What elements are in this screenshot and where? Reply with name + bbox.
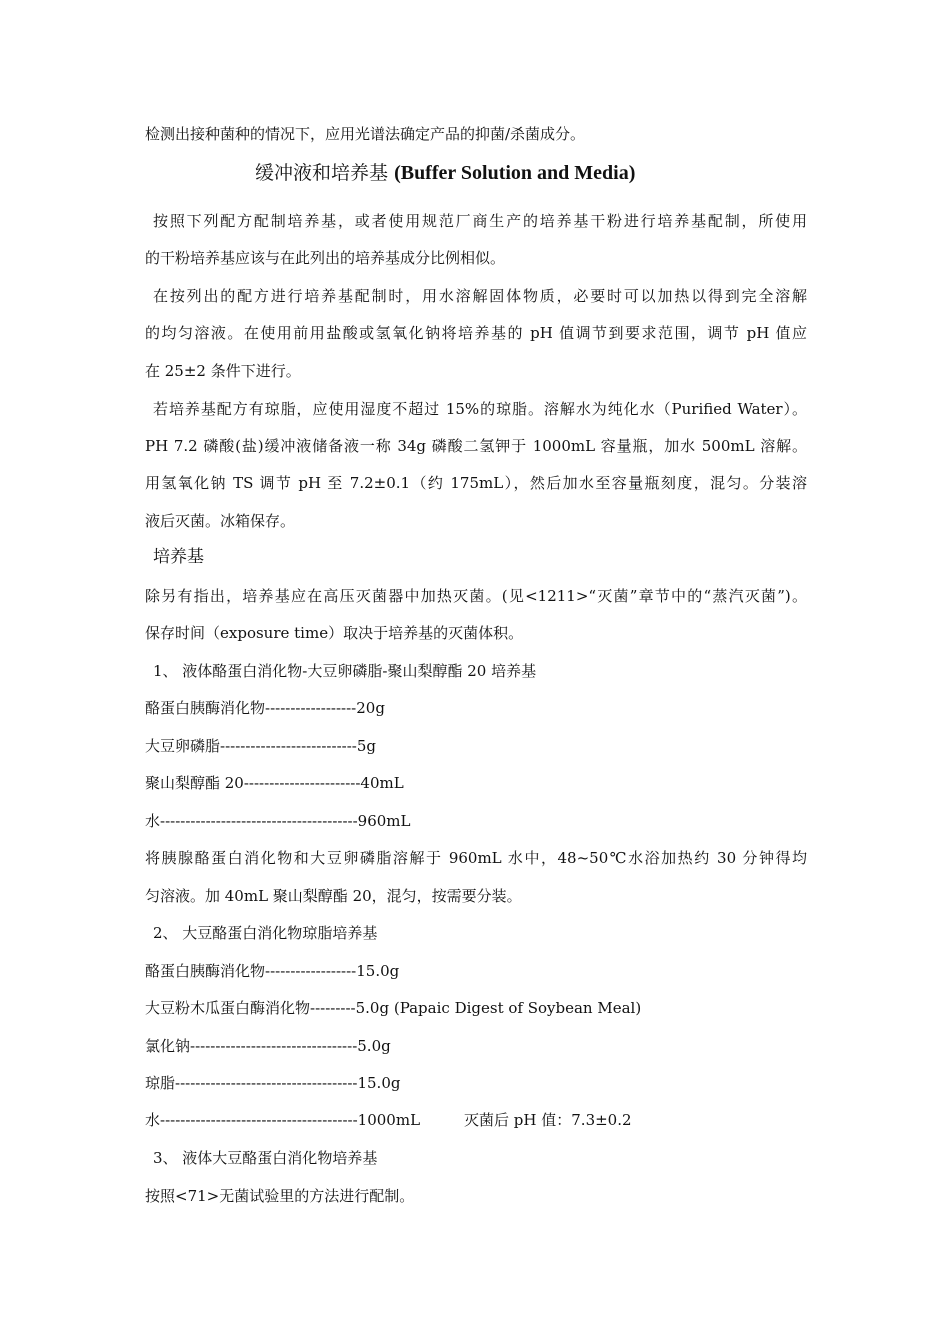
section3-heading: 3、 液体大豆酪蛋白消化物培养基 <box>153 1149 378 1167</box>
section2-item: 水---------------------------------------1000mL <box>145 1111 421 1129</box>
section2-heading: 2、 大豆酪蛋白消化物琼脂培养基 <box>153 924 378 942</box>
para2-line2: 的均匀溶液。在使用前用盐酸或氢氧化钠将培养基的 pH 值调节到要求范围，调节 pH 值应 <box>145 324 807 342</box>
media-heading: 培养基 <box>153 547 204 567</box>
para3-line1: 若培养基配方有琼脂，应使用湿度不超过 15%的琼脂。溶解水为纯化水（Purified Water）。 <box>153 400 807 418</box>
section1-heading: 1、 液体酪蛋白消化物-大豆卵磷脂-聚山梨醇酯 20 培养基 <box>153 662 537 680</box>
para1-line1: 按照下列配方配制培养基，或者使用规范厂商生产的培养基干粉进行培养基配制，所使用 <box>153 212 807 230</box>
section2-item: 氯化钠---------------------------------5.0g <box>145 1037 391 1055</box>
section1-item: 酪蛋白胰酶消化物------------------20g <box>145 699 385 717</box>
para2-line3: 在 25±2 条件下进行。 <box>145 362 301 380</box>
section2-water-row <box>145 1110 632 1130</box>
section2-item: 酪蛋白胰酶消化物------------------15.0g <box>145 962 400 980</box>
section3-note: 按照<71>无菌试验里的方法进行配制。 <box>145 1187 415 1205</box>
section2-ph-note: 灭菌后 pH 值：7.3±0.2 <box>464 1111 632 1129</box>
section1-item: 水---------------------------------------960mL <box>145 812 411 830</box>
section2-item: 琼脂------------------------------------15.0g <box>145 1074 401 1092</box>
para2-line1: 在按列出的配方进行培养基配制时，用水溶解固体物质，必要时可以加热以得到完全溶解 <box>153 287 807 305</box>
media-note-line1: 除另有指出，培养基应在高压灭菌器中加热灭菌。(见<1211>“灭菌”章节中的“蒸汽灭菌”)。 <box>145 587 807 605</box>
para3-line3: 用氢氧化钠 TS 调节 pH 至 7.2±0.1（约 175mL），然后加水至容量瓶刻度，混匀。分装溶 <box>145 474 807 492</box>
section1-item: 聚山梨醇酯 20-----------------------40mL <box>145 774 404 792</box>
title-en: (Buffer Solution and Media) <box>394 162 636 184</box>
para3-line2: PH 7.2 磷酸(盐)缓冲液储备液一称 34g 磷酸二氢钾于 1000mL 容量瓶，加水 500mL 溶解。 <box>145 437 807 455</box>
para3-line4: 液后灭菌。冰箱保存。 <box>145 512 296 530</box>
section1-note-line2: 匀溶液。加 40mL 聚山梨醇酯 20，混匀，按需要分装。 <box>145 887 522 905</box>
para1-line2: 的干粉培养基应该与在此列出的培养基成分比例相似。 <box>145 249 506 267</box>
media-note-line2: 保存时间（exposure time）取决于培养基的灭菌体积。 <box>145 624 524 642</box>
section1-note-line1: 将胰腺酪蛋白消化物和大豆卵磷脂溶解于 960mL 水中，48~50℃水浴加热约 30 分钟得均 <box>145 849 807 867</box>
title-cn: 缓冲液和培养基 <box>255 162 389 184</box>
intro-text: 检测出接种菌种的情况下，应用光谱法确定产品的抑菌/杀菌成分。 <box>145 125 586 143</box>
section1-item: 大豆卵磷脂---------------------------5g <box>145 737 376 755</box>
section2-item: 大豆粉木瓜蛋白酶消化物---------5.0g (Papaic Digest of Soybean Meal) <box>145 999 642 1017</box>
section-title <box>255 160 635 186</box>
